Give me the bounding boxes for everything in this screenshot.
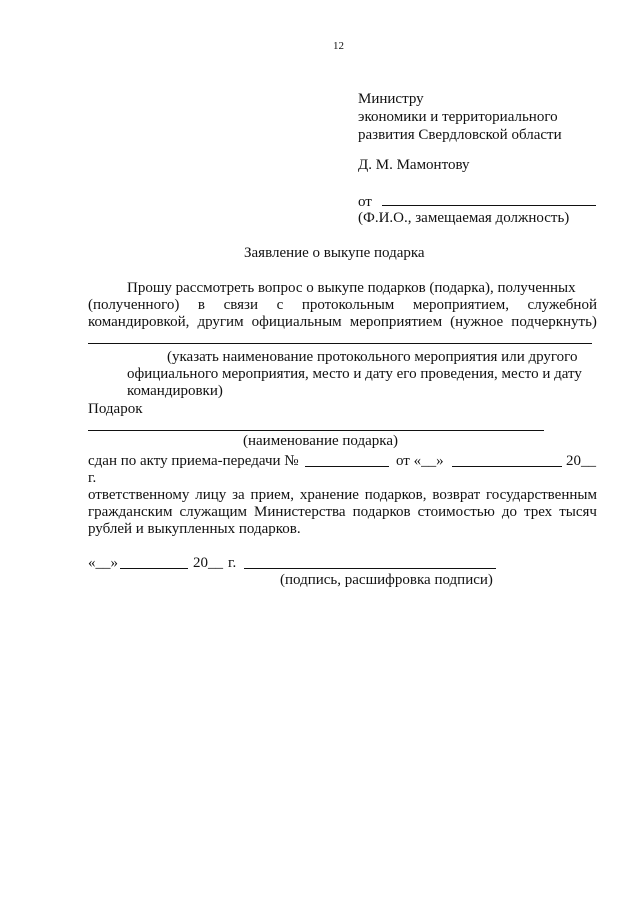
word: прием,	[250, 487, 295, 503]
from-row	[358, 192, 596, 211]
signature-date-blank[interactable]	[120, 568, 188, 569]
word: за	[232, 487, 245, 503]
word: подчеркнуть)	[511, 314, 597, 330]
signature-hint: (подпись, расшифровка подписи)	[280, 572, 493, 588]
responsible-line-1	[88, 487, 597, 504]
word: возврат	[432, 487, 481, 503]
signature-blank-line[interactable]	[244, 568, 496, 569]
word: (нужное	[450, 314, 504, 330]
word: командировкой,	[88, 314, 190, 330]
gift-blank-line[interactable]	[88, 430, 544, 431]
word: подарков	[352, 504, 411, 520]
word: стоимостью	[417, 504, 495, 520]
word: с	[276, 297, 284, 313]
event-hint-line-3: командировки)	[127, 383, 223, 399]
responsible-line-2	[88, 504, 597, 521]
addressee-name: Д. М. Мамонтову	[358, 157, 470, 173]
act-date-blank[interactable]	[452, 466, 562, 467]
addressee-line-3: развития Свердловской области	[358, 127, 562, 143]
word: служебной	[527, 297, 597, 313]
event-hint-line-2: официального мероприятия, место и дату его проведения, место и дату	[127, 366, 582, 382]
word: подарков,	[364, 487, 427, 503]
document-title: Заявление о выкупе подарка	[244, 245, 425, 261]
responsible-line-3: рублей и выкупленных подарков.	[88, 521, 301, 537]
act-year-suffix: г.	[88, 470, 97, 486]
word: служащим	[179, 504, 248, 520]
addressee-line-2: экономики и территориального	[358, 109, 558, 125]
word: мероприятием	[349, 314, 443, 330]
from-hint: (Ф.И.О., замещаемая должность)	[358, 210, 570, 226]
signature-year: 20__	[193, 555, 223, 571]
act-number-blank[interactable]	[305, 466, 389, 467]
word: лицу	[195, 487, 227, 503]
paragraph-line-2	[88, 297, 597, 314]
word: другим	[197, 314, 244, 330]
from-blank[interactable]	[382, 192, 596, 206]
paragraph-line-3	[88, 314, 597, 331]
gift-hint: (наименование подарка)	[243, 433, 398, 449]
addressee-block	[358, 90, 562, 144]
word: мероприятием,	[412, 297, 509, 313]
word: трех	[523, 504, 553, 520]
word: в	[197, 297, 206, 313]
act-date-open: от «__»	[396, 453, 444, 469]
event-hint-line-1: (указать наименование протокольного мероприятия или другого	[167, 349, 578, 365]
word: (полученного)	[88, 297, 180, 313]
word: тысяч	[559, 504, 597, 520]
signature-year-suffix: г.	[228, 555, 237, 571]
from-label: от	[358, 194, 372, 210]
word: официальным	[251, 314, 342, 330]
act-year: 20__	[566, 453, 596, 469]
signature-date-open: «__»	[88, 555, 118, 571]
gift-label: Подарок	[88, 401, 143, 417]
word: протокольным	[301, 297, 395, 313]
addressee-line-1: Министру	[358, 91, 424, 107]
word: гражданским	[88, 504, 173, 520]
word: хранение	[299, 487, 359, 503]
word: ответственному	[88, 487, 190, 503]
word: связи	[223, 297, 258, 313]
event-blank-line[interactable]	[88, 343, 592, 344]
paragraph-line-1: Прошу рассмотреть вопрос о выкупе подарков (подарка), полученных	[127, 280, 576, 296]
word: государственным	[486, 487, 597, 503]
page-number: 12	[333, 40, 344, 52]
word: до	[501, 504, 517, 520]
act-text: сдан по акту приема-передачи №	[88, 453, 299, 469]
word: Министерства	[254, 504, 346, 520]
